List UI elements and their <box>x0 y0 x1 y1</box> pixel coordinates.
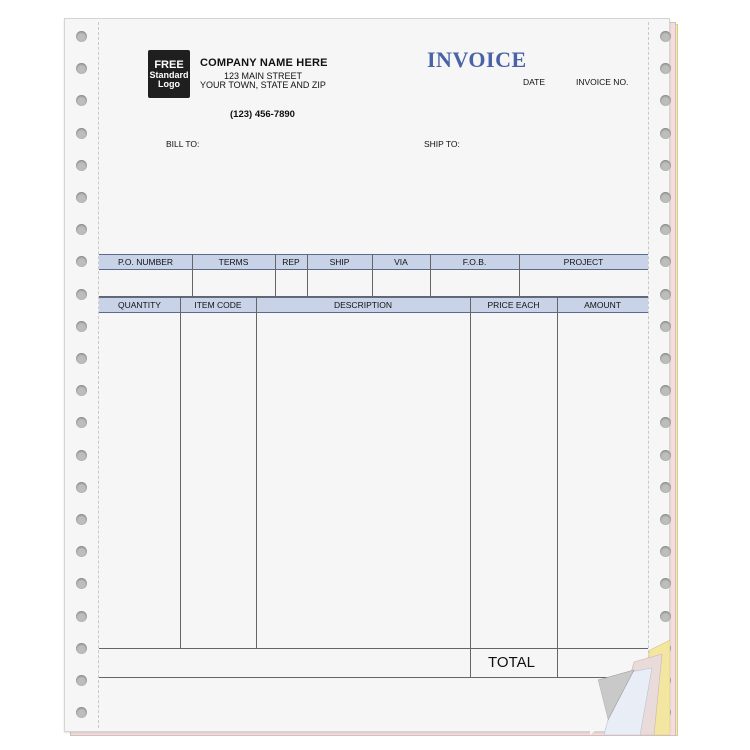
order-divider <box>372 254 373 296</box>
terms-header: TERMS <box>218 257 249 267</box>
order-divider <box>430 254 431 296</box>
tractor-hole <box>76 643 87 654</box>
logo-line-standard: Standard <box>149 69 189 80</box>
tractor-hole <box>660 611 671 622</box>
item-divider <box>256 297 257 648</box>
tractor-hole <box>76 192 87 203</box>
page-curl-corner <box>590 640 670 735</box>
tractor-hole <box>76 321 87 332</box>
fob-header: F.O.B. <box>462 257 487 267</box>
date-label: DATE <box>523 77 546 87</box>
invoice-title: INVOICE <box>427 47 527 72</box>
invoice-form-sheet <box>64 18 670 732</box>
amount-header: AMOUNT <box>584 300 621 310</box>
item-divider <box>470 297 471 677</box>
company-city: YOUR TOWN, STATE AND ZIP <box>200 80 326 90</box>
order-divider <box>307 254 308 296</box>
tractor-hole <box>660 482 671 493</box>
item-divider <box>180 297 181 648</box>
rep-header: REP <box>282 257 300 267</box>
quantity-header: QUANTITY <box>118 300 161 310</box>
order-divider <box>275 254 276 296</box>
tractor-hole <box>76 31 87 42</box>
order-divider <box>519 254 520 296</box>
company-street: 123 MAIN STREET <box>224 71 303 81</box>
ship-to-label: SHIP TO: <box>424 139 460 149</box>
tractor-hole <box>76 675 87 686</box>
tractor-hole <box>660 321 671 332</box>
company-name: COMPANY NAME HERE <box>200 57 328 69</box>
tractor-hole <box>76 482 87 493</box>
tractor-hole <box>76 353 87 364</box>
order-divider <box>192 254 193 296</box>
total-label: TOTAL <box>488 654 535 671</box>
company-phone: (123) 456-7890 <box>230 109 295 120</box>
invoice-number-label: INVOICE NO. <box>576 77 629 87</box>
tractor-hole <box>660 31 671 42</box>
logo <box>148 50 190 98</box>
left-perforation <box>98 22 99 728</box>
price-each-header: PRICE EACH <box>487 300 540 310</box>
tractor-hole <box>660 160 671 171</box>
tractor-hole <box>76 450 87 461</box>
project-header: PROJECT <box>563 257 604 267</box>
item-divider <box>557 297 558 677</box>
tractor-hole <box>76 128 87 139</box>
total-bottom-line <box>99 677 648 678</box>
tractor-hole <box>660 514 671 525</box>
tractor-hole <box>660 128 671 139</box>
tractor-hole <box>76 514 87 525</box>
logo-line-logo: Logo <box>158 78 180 89</box>
tractor-hole <box>76 160 87 171</box>
tractor-hole <box>660 353 671 364</box>
logo-line-free: FREE <box>154 58 184 71</box>
po-number-header: P.O. NUMBER <box>117 257 174 267</box>
description-header: DESCRIPTION <box>333 300 393 310</box>
items-bottom-line <box>99 648 648 649</box>
via-header: VIA <box>394 257 408 267</box>
tractor-hole <box>660 289 671 300</box>
tractor-hole <box>660 192 671 203</box>
item-code-header: ITEM CODE <box>194 300 242 310</box>
tractor-hole <box>76 289 87 300</box>
ship-header: SHIP <box>329 257 350 267</box>
tractor-hole <box>76 611 87 622</box>
tractor-hole <box>660 450 671 461</box>
right-perforation <box>648 22 649 728</box>
bill-to-label: BILL TO: <box>166 139 200 149</box>
